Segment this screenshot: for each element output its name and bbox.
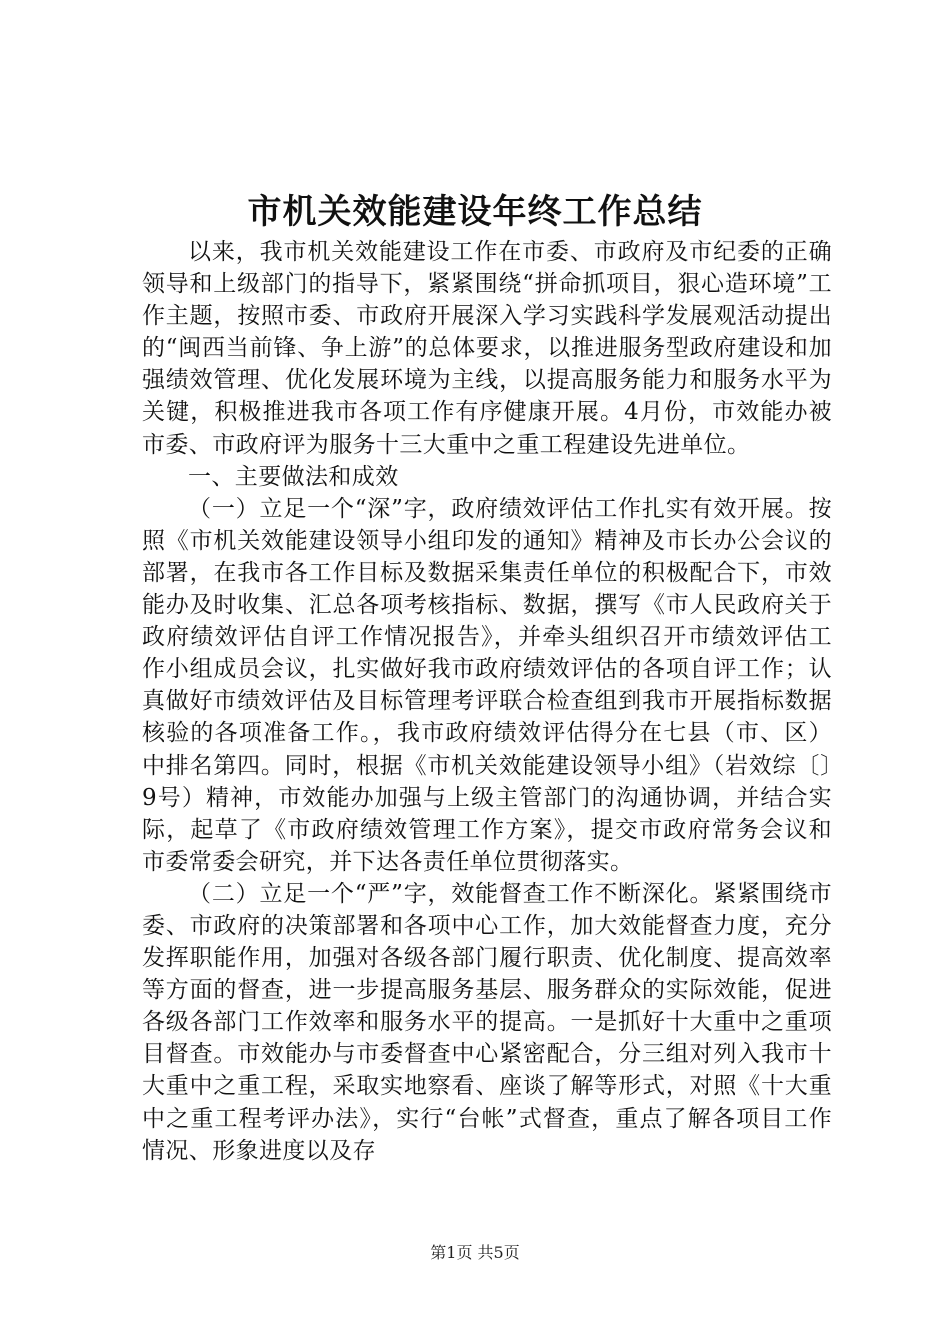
document-title: 市机关效能建设年终工作总结	[247, 192, 703, 232]
intro-paragraph: 以来，我市机关效能建设工作在市委、市政府及市纪委的正确领导和上级部门的指导下，紧紧围绕“拼命抓项目，狠心造环境”工作主题，按照市委、市政府开展深入学习实践科学发展观活动提出的“闽西当前锋、争上游”的总体要求，以推进服务型政府建设和加强绩效管理、优化发展环境为主线，以提高服务能力和服务水平为关键，积极推进我市各项工作有序健康开展。4月份，市效能办被市委、市政府评为服务十三大重中之重工程建设先进单位。	[142, 239, 832, 458]
subsection-paragraph-2: （二）立足一个“严”字，效能督查工作不断深化。紧紧围绕市委、市政府的决策部署和各项中心工作，加大效能督查力度，充分发挥职能作用，加强对各级各部门履行职责、优化制度、提高效率等方面的督查，进一步提高服务基层、服务群众的实际效能，促进各级各部门工作效率和服务水平的提高。一是抓好十大重中之重项目督查。市效能办与市委督查中心紧密配合，分三组对列入我市十大重中之重工程，采取实地察看、座谈了解等形式，对照《十大重中之重工程考评办法》，实行“台帐”式督查，重点了解各项目工作情况、形象进度以及存	[142, 880, 832, 1164]
section-heading: 一、主要做法和成效	[188, 463, 399, 490]
subsection-paragraph-1: （一）立足一个“深”字，政府绩效评估工作扎实有效开展。按照《市机关效能建设领导小组印发的通知》精神及市长办公会议的部署，在我市各工作目标及数据采集责任单位的积极配合下，市效能办及时收集、汇总各项考核指标、数据，撰写《市人民政府关于政府绩效评估自评工作情况报告》，并牵头组织召开市绩效评估工作小组成员会议，扎实做好我市政府绩效评估的各项自评工作；认真做好市绩效评估及目标管理考评联合检查组到我市开展指标数据核验的各项准备工作。，我市政府绩效评估得分在七县（市、区）中排名第四。同时，根据《市机关效能建设领导小组》（岩效综〔〕9号）精神，市效能办加强与上级主管部门的沟通协调，并结合实际，起草了《市政府绩效管理工作方案》，提交市政府常务会议和市委常委会研究，并下达各责任单位贯彻落实。	[142, 495, 832, 875]
page-footer: 第1页 共5页	[430, 1243, 520, 1262]
document-body	[142, 236, 832, 1167]
